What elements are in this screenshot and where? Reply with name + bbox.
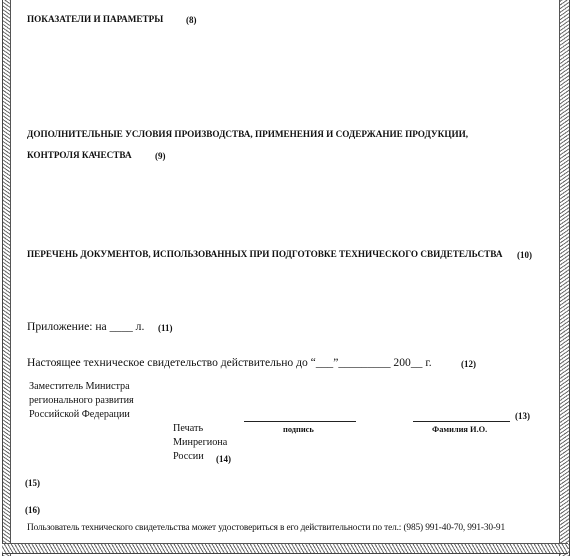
signatory-title-line2: регионального развития [29,395,134,406]
signatory-title-line3: Российской Федерации [29,409,130,420]
stamp-line1: Печать [173,423,204,434]
documents-list-heading: ПЕРЕЧЕНЬ ДОКУМЕНТОВ, ИСПОЛЬЗОВАННЫХ ПРИ ПОДГОТОВКЕ ТЕХНИЧЕСКОГО СВИДЕТЕЛЬСТВА [27,249,503,259]
field-15-number: (15) [25,478,40,488]
documents-list-field-number: (10) [517,250,532,260]
name-line [413,421,510,422]
field-16-number: (16) [25,505,40,515]
indicators-field-number: (8) [186,15,197,25]
indicators-heading: ПОКАЗАТЕЛИ И ПАРАМЕТРЫ [27,14,164,24]
additional-conditions-heading-line1: ДОПОЛНИТЕЛЬНЫЕ УСЛОВИЯ ПРОИЗВОДСТВА, ПРИМЕНЕНИЯ И СОДЕРЖАНИЕ ПРОДУКЦИИ, [27,129,469,139]
stamp-line2: Минрегиона [173,437,228,448]
footer-verification-note: Пользователь технического свидетельства может удостовериться в его действительности по тел.: (985) 991-40-70, 991-30-91 [27,523,505,533]
right-ornamental-border [559,0,570,556]
appendix-text: Приложение: на ____ л. [27,320,145,333]
stamp-field-number: (14) [216,454,231,464]
additional-conditions-heading-line2: КОНТРОЛЯ КАЧЕСТВА [27,150,132,160]
validity-text: Настоящее техническое свидетельство действительно до “___”_________ 200__ г. [27,356,432,369]
stamp-line3: России [173,451,204,462]
validity-field-number: (12) [461,359,476,369]
bottom-ornamental-border [2,543,568,554]
signatory-title-line1: Заместитель Министра [29,381,130,392]
signatory-field-number: (13) [515,411,530,421]
signature-caption: подпись [283,425,314,434]
additional-conditions-field-number: (9) [155,151,166,161]
signature-line [244,421,356,422]
name-caption: Фамилия И.О. [432,425,488,434]
appendix-field-number: (11) [158,323,173,333]
left-ornamental-border [2,0,11,556]
